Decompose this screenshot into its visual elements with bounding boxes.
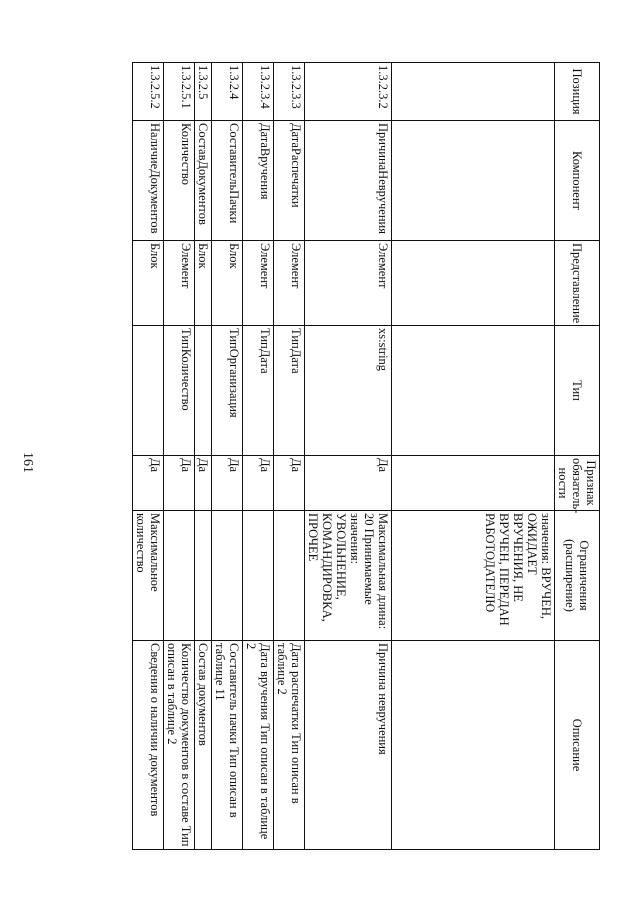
cell-component: НаличиеДокументов <box>133 121 164 241</box>
cell-required: Да <box>195 456 212 511</box>
cell-component: ПричинаНевручения <box>305 121 392 241</box>
cell-description: Дата вручения Тип описан в таблице 2 <box>243 641 274 850</box>
cell-limits <box>243 511 274 641</box>
cell-limits <box>195 511 212 641</box>
header-cell: Компонент <box>555 121 600 241</box>
cell-representation: Блок <box>195 241 212 326</box>
cell-description: Количество документов в составе Тип описан в таблице 2 <box>164 641 195 850</box>
cell-required: Да <box>305 456 392 511</box>
cell-representation <box>392 241 555 326</box>
cell-required: Да <box>274 456 305 511</box>
cell-limits <box>164 511 195 641</box>
table-row <box>392 63 555 850</box>
cell-limits: Максимальное количество <box>133 511 164 641</box>
cell-position: 1.3.2.3.3 <box>274 63 305 121</box>
cell-representation: Блок <box>133 241 164 326</box>
cell-type <box>133 326 164 456</box>
spec-table <box>132 62 600 850</box>
cell-position: 1.3.2.5 <box>195 63 212 121</box>
cell-component <box>392 121 555 241</box>
page-number: 161 <box>20 452 35 473</box>
header-cell: Позиция <box>555 63 600 121</box>
cell-position: 1.3.2.4 <box>212 63 243 121</box>
table-row <box>133 63 164 850</box>
cell-component: ДатаВручения <box>243 121 274 241</box>
cell-component: ДатаРаспечатки <box>274 121 305 241</box>
table-row <box>212 63 243 850</box>
cell-description: Дата распечатки Тип описан в таблице 2 <box>274 641 305 850</box>
cell-type: ТипКоличество <box>164 326 195 456</box>
rotated-table-container <box>74 62 600 849</box>
cell-required: Да <box>212 456 243 511</box>
cell-required <box>392 456 555 511</box>
cell-position: 1.3.2.5.1 <box>164 63 195 121</box>
cell-limits <box>212 511 243 641</box>
cell-representation: Элемент <box>305 241 392 326</box>
cell-component: Количество <box>164 121 195 241</box>
cell-description: Сведения о наличии документов <box>133 641 164 850</box>
header-cell: Признак обязатель-ности <box>555 456 600 511</box>
header-cell: Описание <box>555 641 600 850</box>
cell-limits: значения: ВРУЧЕН, ОЖИДАЕТ ВРУЧЕНИЯ, НЕ ВРУЧЕН, ПЕРЕДАН РАБОТОДАТЕЛЮ <box>392 511 555 641</box>
cell-component: СоставительПачки <box>212 121 243 241</box>
table-row <box>164 63 195 850</box>
cell-description: Состав документов <box>195 641 212 850</box>
cell-limits: Максимальная длина: 20 Принимаемые значения: УВОЛЬНЕНИЕ, КОМАНДИРОВКА, ПРОЧЕЕ <box>305 511 392 641</box>
cell-required: Да <box>243 456 274 511</box>
cell-description: Составитель пачки Тип описан в таблице 11 <box>212 641 243 850</box>
cell-position: 1.3.2.5.2 <box>133 63 164 121</box>
cell-position <box>392 63 555 121</box>
table-row <box>305 63 392 850</box>
cell-required: Да <box>133 456 164 511</box>
cell-type <box>195 326 212 456</box>
cell-type <box>392 326 555 456</box>
cell-type: ТипДата <box>243 326 274 456</box>
cell-representation: Блок <box>212 241 243 326</box>
cell-representation: Элемент <box>164 241 195 326</box>
header-cell: Тип <box>555 326 600 456</box>
cell-description <box>392 641 555 850</box>
cell-representation: Элемент <box>243 241 274 326</box>
cell-limits <box>274 511 305 641</box>
cell-position: 1.3.2.3.2 <box>305 63 392 121</box>
header-cell: Представление <box>555 241 600 326</box>
cell-required: Да <box>164 456 195 511</box>
cell-position: 1.3.2.3.4 <box>243 63 274 121</box>
cell-type: ТипДата <box>274 326 305 456</box>
cell-component: СоставДокументов <box>195 121 212 241</box>
header-row <box>555 63 600 850</box>
cell-representation: Элемент <box>274 241 305 326</box>
table-row <box>274 63 305 850</box>
table-row <box>195 63 212 850</box>
cell-description: Причина невручения <box>305 641 392 850</box>
cell-type: ТипОрганизация <box>212 326 243 456</box>
header-cell: Ограничения (расширение) <box>555 511 600 641</box>
table-row <box>243 63 274 850</box>
cell-type: xs:string <box>305 326 392 456</box>
